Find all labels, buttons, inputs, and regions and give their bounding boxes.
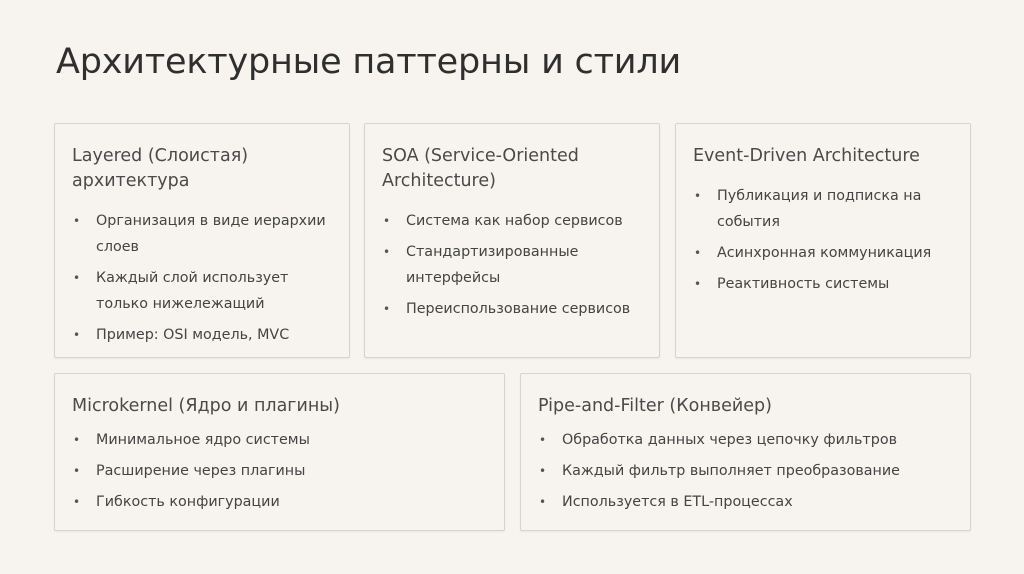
card-list	[72, 208, 331, 348]
bullet-icon: •	[383, 302, 391, 316]
list-item	[72, 489, 486, 515]
list-item	[538, 489, 952, 515]
list-item	[382, 239, 606, 291]
card-title: Event-Driven Architecture	[693, 146, 920, 166]
list-item	[693, 183, 947, 235]
card-title: Pipe-and-Filter (Конвейер)	[538, 396, 772, 416]
list-item	[693, 240, 952, 266]
list-item-text: Система как набор сервисов	[406, 213, 623, 229]
list-item-text: Используется в ETL-процессах	[562, 494, 793, 510]
bullet-icon: •	[539, 464, 547, 478]
card-title: Microkernel (Ядро и плагины)	[72, 396, 340, 416]
card-layered	[54, 123, 350, 358]
list-item	[382, 208, 641, 234]
list-item	[693, 271, 952, 297]
card-title: Layered (Слоистая) архитектура	[72, 146, 249, 191]
list-item	[382, 296, 641, 322]
list-item-text: Организация в виде иерархии слоев	[96, 213, 326, 255]
list-item-text: Реактивность системы	[717, 276, 890, 292]
list-item-text: Минимальное ядро системы	[96, 432, 310, 448]
list-item-text: Гибкость конфигурации	[96, 494, 280, 510]
card-list	[538, 427, 952, 515]
bullet-icon: •	[73, 214, 81, 228]
card-list	[72, 427, 486, 515]
bullet-icon: •	[73, 464, 81, 478]
card-list	[382, 208, 641, 322]
list-item-text: Каждый слой использует только нижележащий	[96, 270, 289, 312]
list-item	[538, 427, 952, 453]
card-list	[693, 183, 952, 297]
bullet-icon: •	[539, 433, 547, 447]
list-item	[72, 322, 331, 348]
bullet-icon: •	[73, 433, 81, 447]
bullet-icon: •	[383, 245, 391, 259]
bullet-icon: •	[694, 277, 702, 291]
bullet-icon: •	[73, 495, 81, 509]
list-item	[72, 265, 316, 317]
list-item-text: Асинхронная коммуникация	[717, 245, 932, 261]
page-title: Архитектурные паттерны и стили	[56, 42, 682, 82]
list-item-text: Обработка данных через цепочку фильтров	[562, 432, 897, 448]
card-microkernel	[54, 373, 505, 531]
bullet-icon: •	[539, 495, 547, 509]
list-item-text: Переиспользование сервисов	[406, 301, 631, 317]
bullet-icon: •	[694, 246, 702, 260]
list-item-text: Публикация и подписка на события	[717, 188, 922, 230]
bullet-icon: •	[383, 214, 391, 228]
list-item	[72, 427, 486, 453]
list-item	[72, 458, 486, 484]
bullet-icon: •	[73, 271, 81, 285]
card-pipe-and-filter	[520, 373, 971, 531]
card-soa	[364, 123, 660, 358]
list-item-text: Расширение через плагины	[96, 463, 306, 479]
list-item	[72, 208, 336, 260]
card-event-driven	[675, 123, 971, 358]
list-item-text: Каждый фильтр выполняет преобразование	[562, 463, 900, 479]
list-item	[538, 458, 952, 484]
list-item-text: Стандартизированные интерфейсы	[406, 244, 579, 286]
card-title: SOA (Service-Oriented Architecture)	[382, 146, 579, 191]
bullet-icon: •	[73, 328, 81, 342]
bullet-icon: •	[694, 189, 702, 203]
list-item-text: Пример: OSI модель, MVC	[96, 327, 290, 343]
